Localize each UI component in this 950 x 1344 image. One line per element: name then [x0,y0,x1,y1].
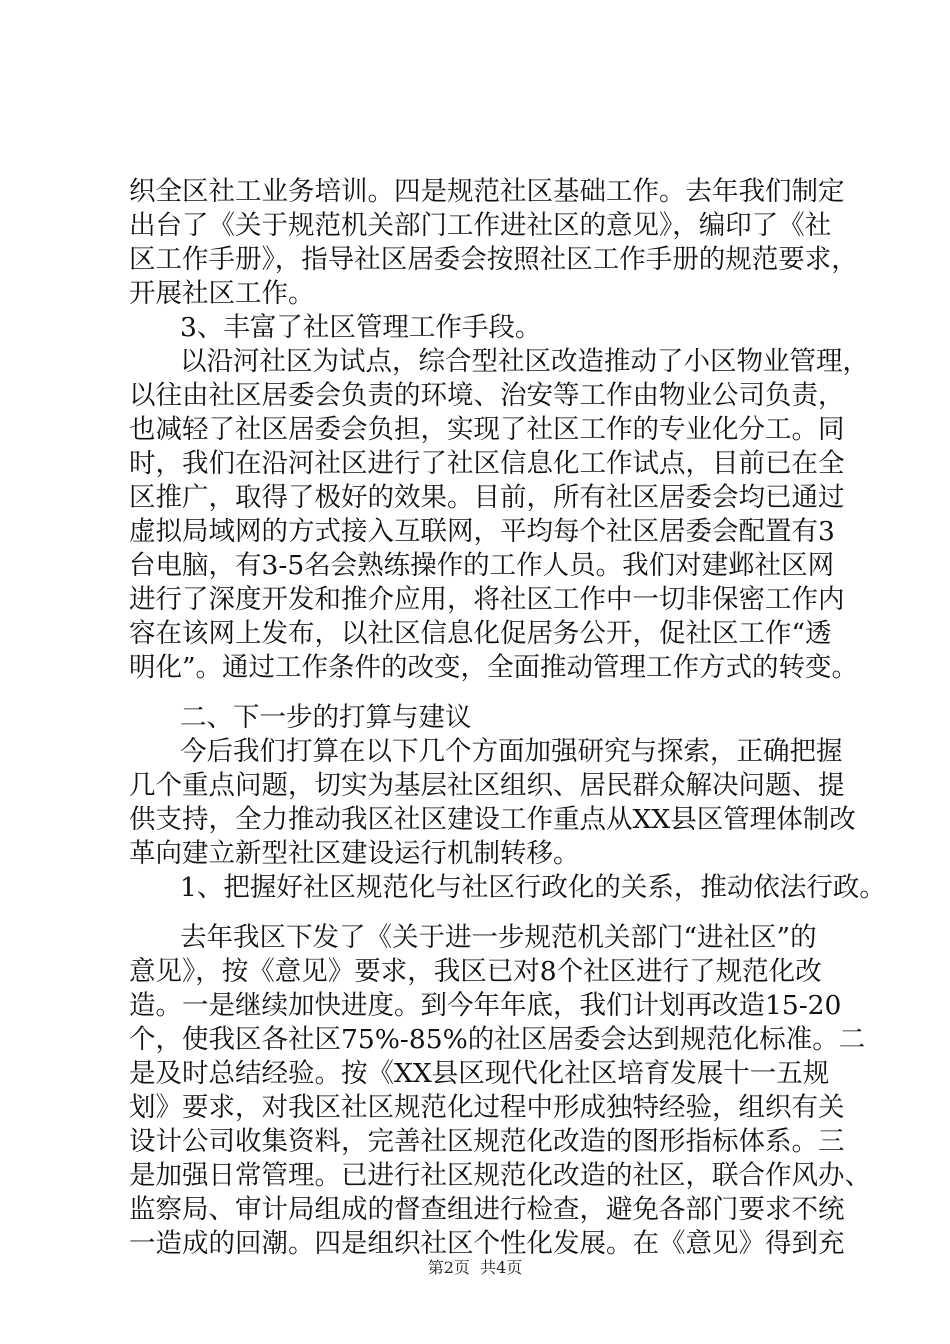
body-line: 虚拟局域网的方式接入互联网，平均每个社区居委会配置有3 [129,516,835,547]
body-line: 几个重点问题，切实为基层社区组织、居民群众解决问题、提 [129,770,845,801]
body-line: 是加强日常管理。已进行社区规范化改造的社区，联合作风办、 [129,1160,871,1191]
body-line: 进行了深度开发和推介应用，将社区工作中一切非保密工作内 [129,584,845,615]
body-line: 以沿河社区为试点，综合型社区改造推动了小区物业管理， [180,346,869,377]
body-line: 是及时总结经验。按《XX县区现代化社区培育发展十一五规 [129,1058,830,1089]
body-line: 织全区社工业务培训。四是规范社区基础工作。去年我们制定 [129,176,845,207]
body-line: 意见》，按《意见》要求，我区已对8个社区进行了规范化改 [129,956,822,987]
body-line: 时，我们在沿河社区进行了社区信息化工作试点，目前已在全 [129,448,845,479]
body-line: 革向建立新型社区建设运行机制转移。 [129,838,580,869]
body-line: 监察局、审计局组成的督查组进行检查，避免各部门要求不统 [129,1194,845,1225]
body-line: 开展社区工作。 [129,278,315,309]
body-line: 设计公司收集资料，完善社区规范化改造的图形指标体系。三 [129,1126,845,1157]
section-heading: 二、下一步的打算与建议 [180,702,472,733]
body-line: 区推广，取得了极好的效果。目前，所有社区居委会均已通过 [129,482,845,513]
body-line: 容在该网上发布，以社区信息化促居务公开，促社区工作“透 [129,618,832,649]
body-line: 区工作手册》，指导社区居委会按照社区工作手册的规范要求， [129,244,858,275]
section-heading: 1、把握好社区规范化与社区行政化的关系，推动依法行政。 [180,872,886,903]
body-line: 去年我区下发了《关于进一步规范机关部门“进社区”的 [180,922,817,953]
body-line: 供支持，全力推动我区社区建设工作重点从XX县区管理体制改 [129,804,856,835]
body-line: 台电脑，有3-5名会熟练操作的工作人员。我们对建邺社区网 [129,550,835,581]
body-line: 出台了《关于规范机关部门工作进社区的意见》，编印了《社 [129,210,832,241]
body-line: 明化”。通过工作条件的改变，全面推动管理工作方式的转变。 [129,652,859,683]
page-number: 第2页 共4页 [427,1258,523,1277]
body-line: 造。一是继续加快进度。到今年年底，我们计划再改造15-20 [129,990,842,1021]
page-footer [0,1255,950,1278]
body-line: 也减轻了社区居委会负担，实现了社区工作的专业化分工。同 [129,414,845,445]
body-line: 个，使我区各社区75%-85%的社区居委会达到规范化标准。二 [129,1024,866,1055]
body-line: 以往由社区居委会负责的环境、治安等工作由物业公司负责， [129,380,845,411]
body-line: 一造成的回潮。四是组织社区个性化发展。在《意见》得到充 [129,1228,845,1259]
body-line: 划》要求，对我区社区规范化过程中形成独特经验，组织有关 [129,1092,845,1123]
section-heading: 3、丰富了社区管理工作手段。 [180,312,542,343]
body-line: 今后我们打算在以下几个方面加强研究与探索，正确把握 [180,736,843,767]
